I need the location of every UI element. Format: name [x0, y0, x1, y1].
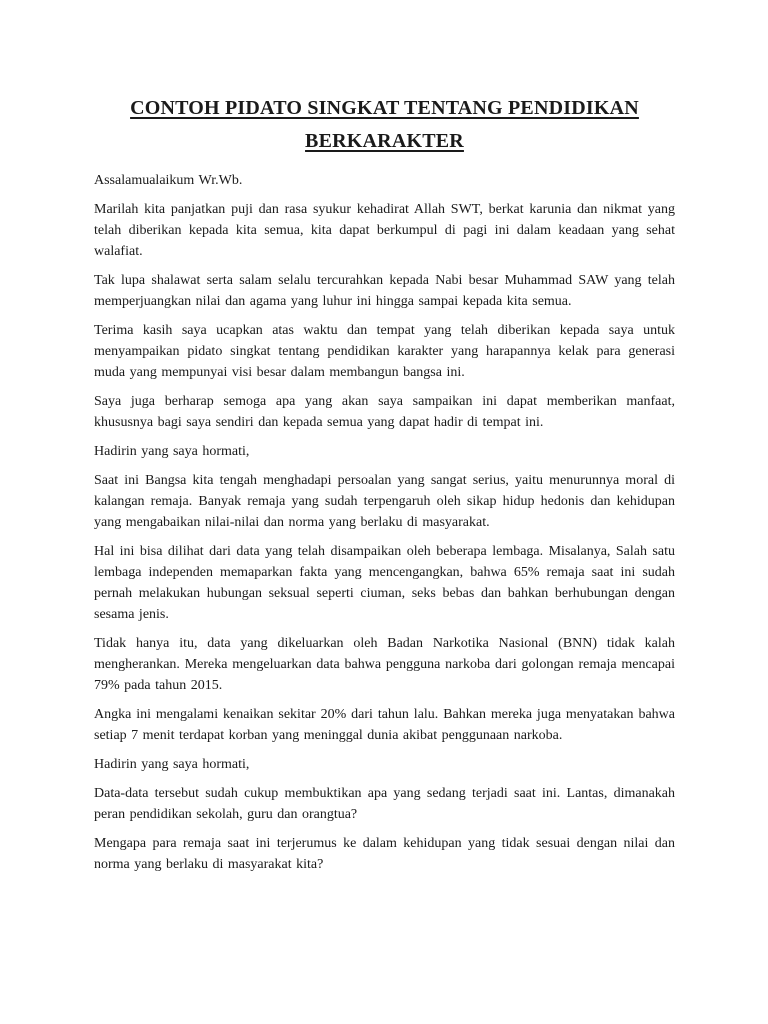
paragraph: Angka ini mengalami kenaikan sekitar 20% dari tahun lalu. Bahkan mereka juga menyatakan bahwa setiap 7 menit terdapat korban yang meninggal dunia akibat penggunaan narkoba. — [94, 707, 675, 743]
paragraph: Terima kasih saya ucapkan atas waktu dan tempat yang telah diberikan kepada saya untuk menyampaikan pidato singkat tentang pendidikan karakter yang harapannya kelak para generasi muda yang mempunyai visi besar dalam membangun bangsa ini. — [94, 323, 675, 380]
paragraph: Marilah kita panjatkan puji dan rasa syukur kehadirat Allah SWT, berkat karunia dan nikmat yang telah diberikan kepada kita semua, kita dapat berkumpul di pagi ini dalam keadaan yang sehat walafiat. — [94, 202, 675, 259]
paragraph: Saya juga berharap semoga apa yang akan saya sampaikan ini dapat memberikan manfaat, khususnya bagi saya sendiri dan kepada semua yang dapat hadir di tempat ini. — [94, 394, 675, 430]
paragraph-address: Hadirin yang saya hormati, — [94, 757, 250, 772]
paragraph-salutation: Assalamualaikum Wr.Wb. — [94, 173, 243, 188]
document-title-line-1: CONTOH PIDATO SINGKAT TENTANG PENDIDIKAN — [130, 97, 639, 119]
document-body — [94, 170, 675, 875]
paragraph: Data-data tersebut sudah cukup membuktikan apa yang sedang terjadi saat ini. Lantas, dimanakah peran pendidikan sekolah, guru dan orangtua? — [94, 786, 675, 822]
paragraph: Tak lupa shalawat serta salam selalu tercurahkan kepada Nabi besar Muhammad SAW yang telah memperjuangkan nilai dan agama yang luhur ini hingga sampai kepada kita semua. — [94, 273, 675, 309]
document-content — [94, 0, 675, 883]
paragraph: Saat ini Bangsa kita tengah menghadapi persoalan yang sangat serius, yaitu menurunnya moral di kalangan remaja. Banyak remaja yang sudah terpengaruh oleh sikap hidup hedonis dan kehidupan yang mengabaikan nilai-nilai dan norma yang berlaku di masyarakat. — [94, 473, 675, 530]
paragraph: Hal ini bisa dilihat dari data yang telah disampaikan oleh beberapa lembaga. Misalanya, Salah satu lembaga independen memaparkan fakta yang mencengangkan, bahwa 65% remaja saat ini sudah pernah melakukan hubungan seksual seperti ciuman, seks bebas dan bahkan berhubungan dengan sesama jenis. — [94, 544, 675, 622]
paragraph-address: Hadirin yang saya hormati, — [94, 444, 250, 459]
document-title — [94, 92, 675, 158]
document-title-line-2: BERKARAKTER — [305, 130, 464, 152]
paragraph: Mengapa para remaja saat ini terjerumus ke dalam kehidupan yang tidak sesuai dengan nilai dan norma yang berlaku di masyarakat kita? — [94, 836, 675, 872]
paragraph: Tidak hanya itu, data yang dikeluarkan oleh Badan Narkotika Nasional (BNN) tidak kalah mengherankan. Mereka mengeluarkan data bahwa pengguna narkoba dari golongan remaja mencapai 79% pada tahun 2015. — [94, 636, 675, 693]
